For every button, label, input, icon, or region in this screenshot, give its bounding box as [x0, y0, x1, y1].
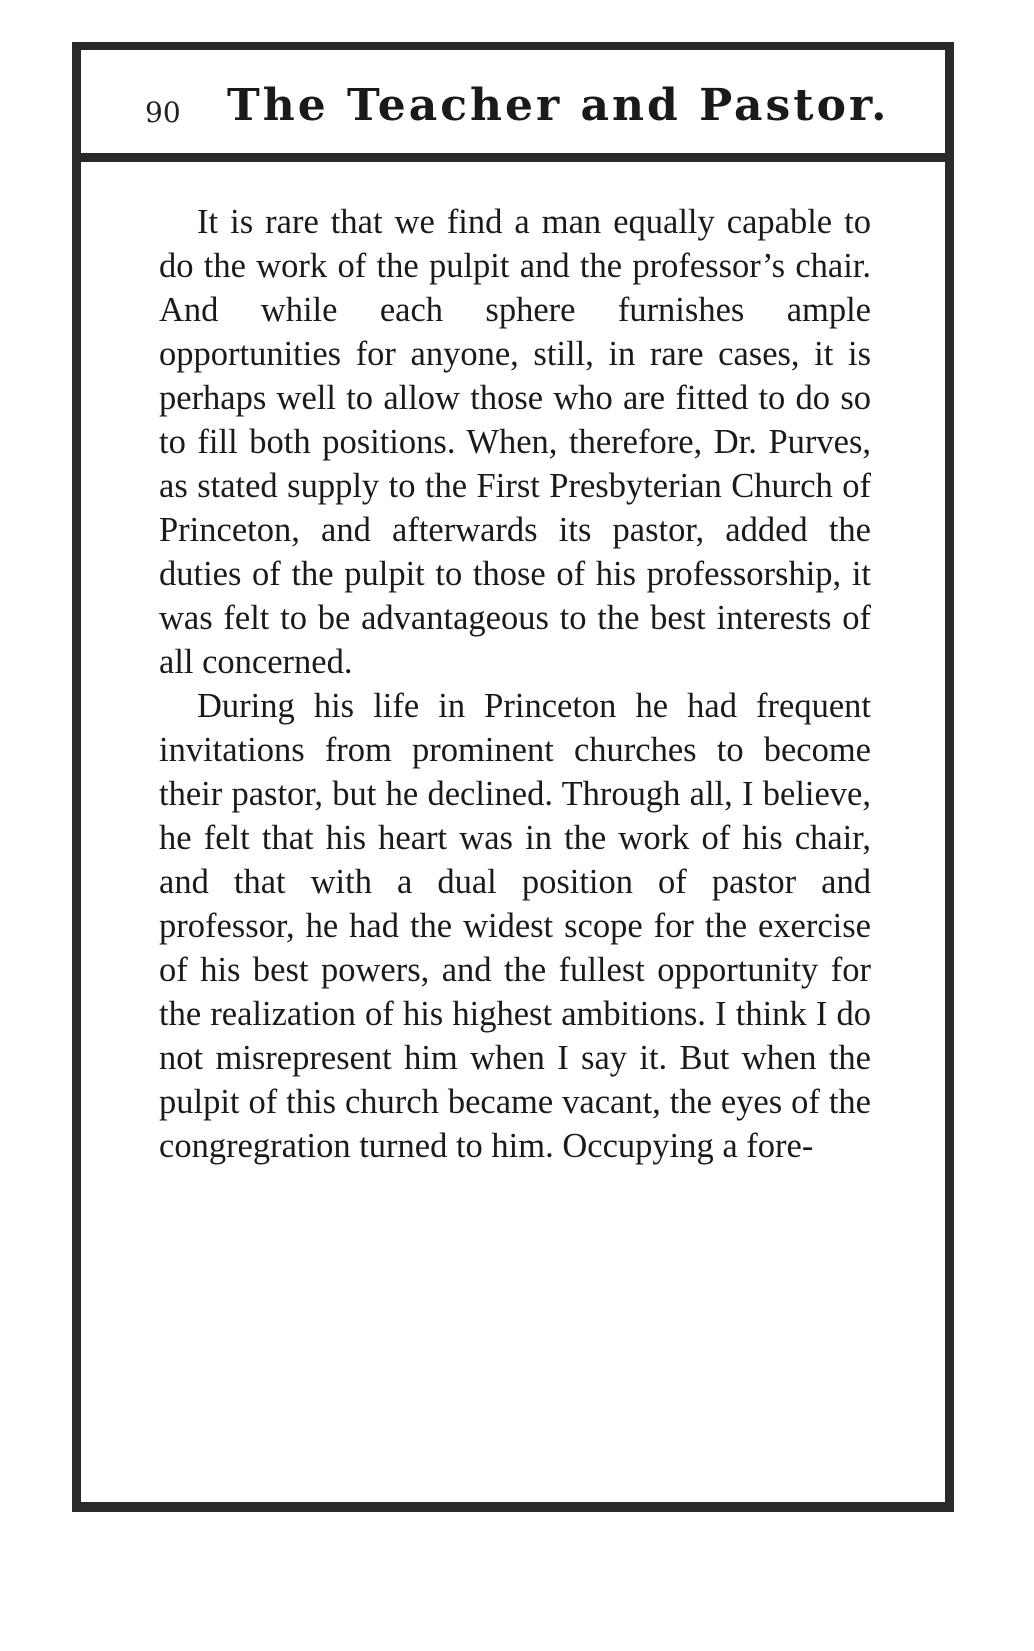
running-header: [81, 50, 945, 162]
body-text: [159, 200, 871, 1168]
running-title: The Teacher and Pastor.: [227, 80, 890, 131]
paragraph-1: It is rare that we find a man equally capable to do the work of the pulpit and the professor’s chair. And while each sphere furnishes ample opportunities for anyone, still, in rare cases, it is perhaps well to allow those who are fitted to do so to fill both positions. When, therefore, Dr. Purves, as stated supply to the First Presbyterian Church of Princeton, and afterwards its pastor, added the duties of the pulpit to those of his professorship, it was felt to be advantageous to the best interests of all concerned.: [159, 203, 871, 681]
page-border-frame: [72, 42, 954, 1512]
paragraph-2: During his life in Princeton he had frequent invitations from prominent churches to become their pastor, but he declined. Through all, I believe, he felt that his heart was in the work of his chair, and that with a dual position of pastor and professor, he had the widest scope for the exercise of his best powers, and the fullest opportunity for the realization of his highest ambitions. I think I do not misrepresent him when I say it. But when the pulpit of this church became vacant, the eyes of the congregration turned to him. Occupying a fore-: [159, 687, 871, 1165]
page-number: 90: [145, 96, 181, 129]
